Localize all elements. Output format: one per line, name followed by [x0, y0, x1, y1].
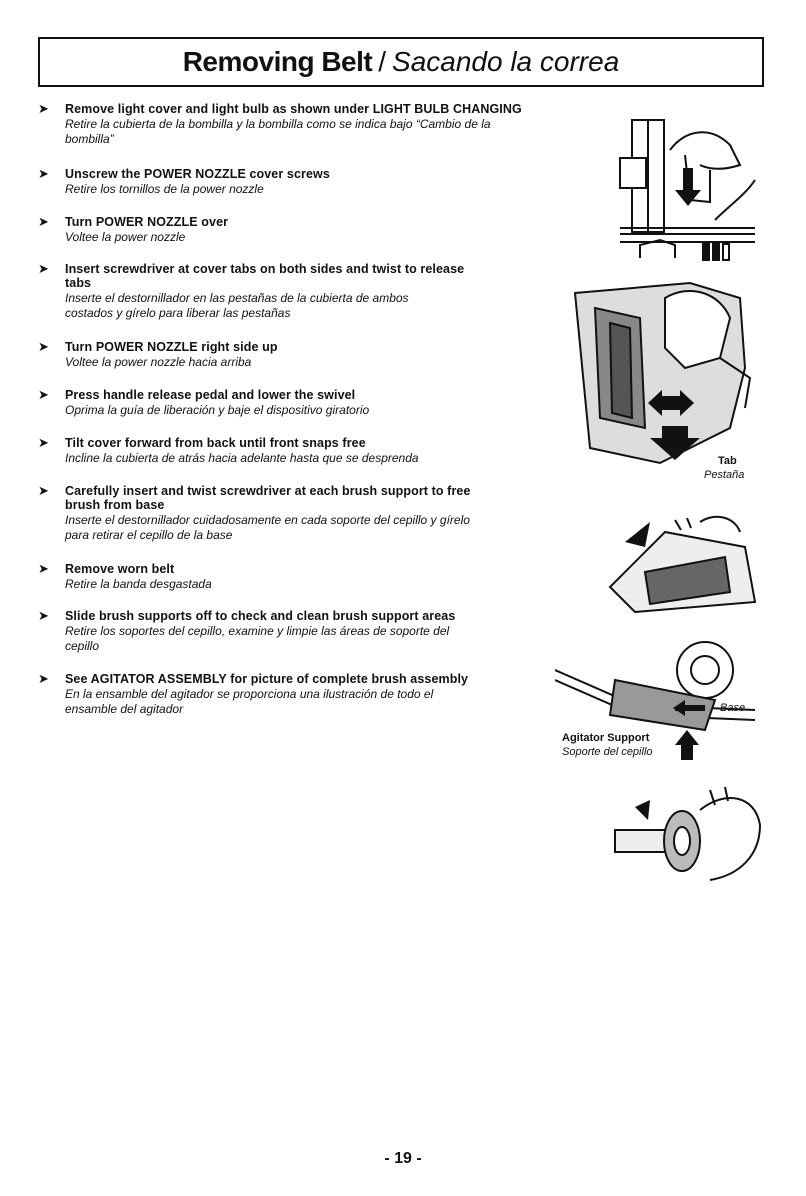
step-text-en: brush from base	[65, 498, 165, 512]
step-text-es: ensamble del agitador	[65, 702, 184, 716]
step-text-es: En la ensamble del agitador se proporciona una ilustración de todo el	[65, 687, 434, 701]
step-text-es: Voltee la power nozzle	[65, 230, 186, 244]
arrow-bullet-icon: ➤	[38, 166, 49, 181]
page-title: Removing Belt	[182, 46, 373, 77]
arrow-bullet-icon: ➤	[38, 214, 49, 229]
step-text-es: Voltee la power nozzle hacia arriba	[65, 355, 252, 369]
step-text-en: Turn POWER NOZZLE over	[65, 215, 229, 229]
step-text-es: Retire los tornillos de la power nozzle	[65, 182, 264, 196]
arrow-bullet-icon: ➤	[38, 561, 49, 576]
title-box	[38, 37, 764, 87]
agitator-support-caption-es: Soporte del cepillo	[562, 746, 653, 758]
step-text-es: Inserte el destornillador cuidadosamente en cada soporte del cepillo y gírelo	[65, 513, 470, 527]
step-text-es: Retire la banda desgastada	[65, 577, 212, 591]
arrow-bullet-icon: ➤	[38, 339, 49, 354]
step-text-en: Unscrew the POWER NOZZLE cover screws	[65, 167, 330, 181]
step-text-es: cepillo	[65, 639, 100, 653]
step-text-es: costados y gírelo para liberar las pestañas	[65, 306, 291, 320]
step-text-es: para retirar el cepillo de la base	[65, 528, 233, 542]
page-subtitle: Sacando la correa	[392, 46, 620, 77]
power-nozzle-cover-illustration	[570, 278, 770, 468]
step-text-es: bombilla”	[65, 132, 114, 146]
step-text-es: Incline la cubierta de atrás hacia adelante hasta que se desprenda	[65, 451, 419, 465]
arrow-bullet-icon: ➤	[38, 483, 49, 498]
title-separator: /	[378, 46, 387, 77]
step-text-es: Retire los soportes del cepillo, examine y limpie las áreas de soporte del	[65, 624, 450, 638]
arrow-bullet-icon: ➤	[38, 608, 49, 623]
brush-removal-illustration	[605, 512, 765, 624]
tab-caption-en: Tab	[718, 455, 737, 467]
step-text-es: Oprima la guía de liberación y baje el dispositivo giratorio	[65, 403, 370, 417]
step-text-es: Inserte el destornillador en las pestañas de la cubierta de ambos	[65, 291, 409, 305]
arrow-bullet-icon: ➤	[38, 435, 49, 450]
step-text-en: Remove worn belt	[65, 562, 175, 576]
step-text-en: Turn POWER NOZZLE right side up	[65, 340, 278, 354]
light-bulb-removal-illustration	[615, 110, 760, 265]
step-text-en: Tilt cover forward from back until front snaps free	[65, 436, 366, 450]
arrow-bullet-icon: ➤	[38, 671, 49, 686]
arrow-bullet-icon: ➤	[38, 261, 49, 276]
step-text-en: Press handle release pedal and lower the swivel	[65, 388, 356, 402]
step-text-en: tabs	[65, 276, 92, 290]
step-text-es: Retire la cubierta de la bombilla y la bombilla como se indica bajo “Cambio de la	[65, 117, 491, 131]
step-text-en: Slide brush supports off to check and clean brush support areas	[65, 609, 456, 623]
agitator-support-caption-en: Agitator Support	[562, 732, 650, 744]
arrow-bullet-icon: ➤	[38, 101, 49, 116]
arrow-bullet-icon: ➤	[38, 387, 49, 402]
brush-support-slide-illustration	[610, 785, 770, 895]
tab-caption-es: Pestaña	[704, 469, 745, 481]
base-caption-es: Base	[720, 702, 746, 714]
step-text-en: Carefully insert and twist screwdriver at each brush support to free	[65, 484, 471, 498]
page-number: - 19 -	[384, 1150, 422, 1167]
step-text-en: See AGITATOR ASSEMBLY for picture of complete brush assembly	[65, 672, 469, 686]
step-text-en: Insert screwdriver at cover tabs on both sides and twist to release	[65, 262, 465, 276]
step-text-en: Remove light cover and light bulb as shown under LIGHT BULB CHANGING	[65, 102, 522, 116]
